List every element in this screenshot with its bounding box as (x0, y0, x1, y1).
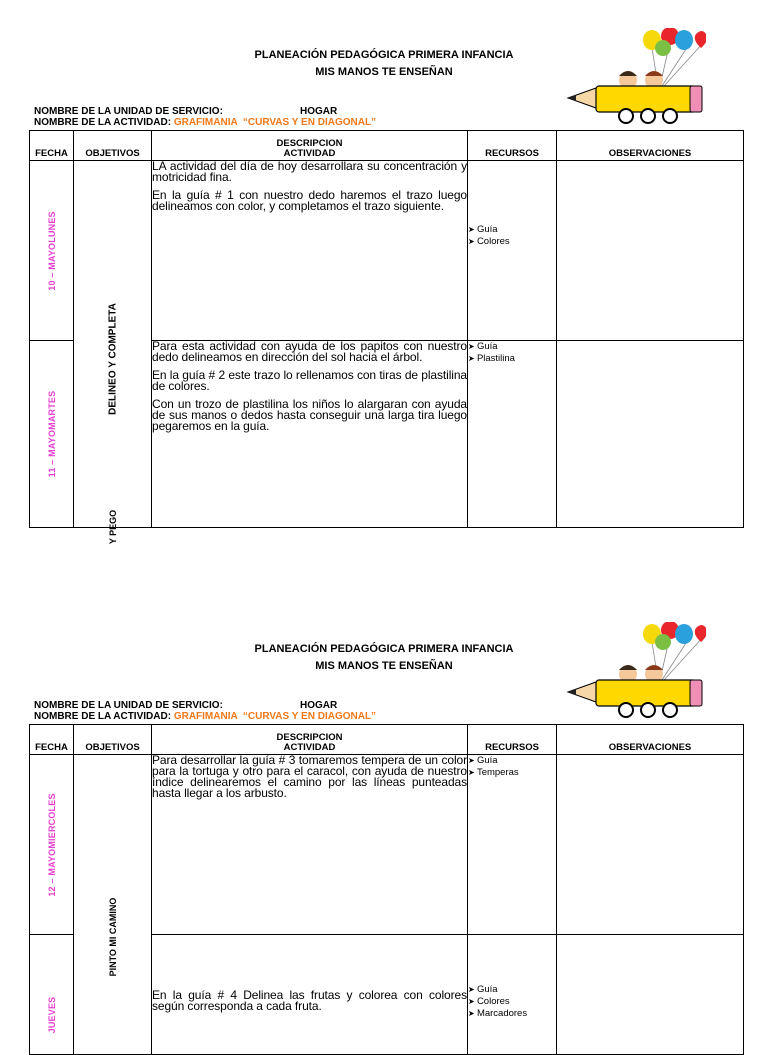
sheet-title: PLANEACIÓN PEDAGÓGICA PRIMERA INFANCIA (254, 643, 514, 655)
unit-label: NOMBRE DE LA UNIDAD DE SERVICIO: (34, 106, 223, 117)
observations-cell (557, 935, 744, 1055)
unit-label: NOMBRE DE LA UNIDAD DE SERVICIO: (34, 700, 223, 711)
date-label: 11 – MAYOMARTES (46, 390, 57, 478)
sheet-subtitle: MIS MANOS TE ENSEÑAN (315, 66, 453, 78)
date-cell (30, 755, 74, 935)
header-descripcion: DESCRIPCION ACTIVIDAD (152, 131, 468, 161)
table-row (30, 161, 744, 341)
header-recursos: RECURSOS (468, 725, 557, 755)
header-descripcion: DESCRIPCION ACTIVIDAD (152, 725, 468, 755)
activity-value: GRAFIMANIA “CURVAS Y EN DIAGONAL” (173, 711, 377, 722)
observations-cell (557, 161, 744, 341)
header-observaciones: OBSERVACIONES (557, 725, 744, 755)
date-label: 10 – MAYOLUNES (46, 210, 57, 291)
unit-value: HOGAR (300, 106, 338, 117)
unit-line (34, 700, 338, 711)
unit-line (34, 106, 338, 117)
header-fecha: FECHA (30, 131, 74, 161)
objective-cell (74, 161, 152, 545)
activity-label: NOMBRE DE LA ACTIVIDAD: (34, 117, 172, 128)
date-cell (30, 341, 74, 528)
description-cell: En la guía # 4 Delinea las frutas y colorea con colores según corresponda a cada fruta. (152, 935, 468, 1055)
header-recursos: RECURSOS (468, 131, 557, 161)
activity-line (34, 117, 376, 128)
header-objetivos: OBJETIVOS (74, 725, 152, 755)
description-cell: Para desarrollar la guía # 3 tomaremos tempera de un color para la tortuga y otro para el caracol, con ayuda de nuestro índice delinearemos el camino por las líneas punteadas hasta llegar a los arbusto. (152, 755, 468, 935)
resources-cell: ➤ Guía ➤ Colores ➤ Marcadores (468, 935, 557, 1055)
objective-label: PINTO MI CAMINO (107, 897, 118, 977)
observations-cell (557, 755, 744, 935)
activity-value: GRAFIMANIA “CURVAS Y EN DIAGONAL” (173, 117, 377, 128)
header-objetivos: OBJETIVOS (74, 131, 152, 161)
description-cell: LA actividad del día de hoy desarrollara su concentración y motricidad fina. En la guía # 1 con nuestro dedo haremos el trazo luego delineamos con color, y completamos el trazo siguiente. (152, 161, 468, 341)
objective-cell (74, 755, 152, 1055)
activity-line (34, 711, 376, 722)
activity-label: NOMBRE DE LA ACTIVIDAD: (34, 711, 172, 722)
date-label: 12 – MAYOMIERCOLES (46, 792, 57, 897)
description-cell: Para esta actividad con ayuda de los papitos con nuestro dedo delineamos en dirección del sol hacia el árbol. En la guía # 2 este trazo lo rellenamos con tiras de plastilina de colores. Con un trozo de plastilina los niños lo alargaran con ayuda de sus manos o dedos hasta conseguir una larga tira luego pegaremos en la guía. (152, 341, 468, 528)
planning-table (29, 724, 744, 1055)
planning-table (29, 130, 744, 545)
observations-cell (557, 341, 744, 528)
resources-cell: ➤ Guía ➤ Plastilina (468, 341, 557, 528)
resources-cell: ➤ Guía ➤ Colores (468, 161, 557, 341)
date-cell (30, 161, 74, 341)
pencil-car-balloons-logo (566, 28, 706, 124)
header-fecha: FECHA (30, 725, 74, 755)
unit-value: HOGAR (300, 700, 338, 711)
date-label: JUEVES (46, 996, 57, 1034)
objective-label: DELINEO Y COMPLETA (107, 303, 118, 415)
table-row (30, 755, 744, 935)
objective-extra: Y PEGO (107, 509, 118, 545)
sheet-title: PLANEACIÓN PEDAGÓGICA PRIMERA INFANCIA (254, 49, 514, 61)
pencil-car-balloons-logo (566, 622, 706, 718)
header-observaciones: OBSERVACIONES (557, 131, 744, 161)
resources-cell: ➤ Guía ➤ Temperas (468, 755, 557, 935)
sheet-subtitle: MIS MANOS TE ENSEÑAN (315, 660, 453, 672)
date-cell (30, 935, 74, 1055)
